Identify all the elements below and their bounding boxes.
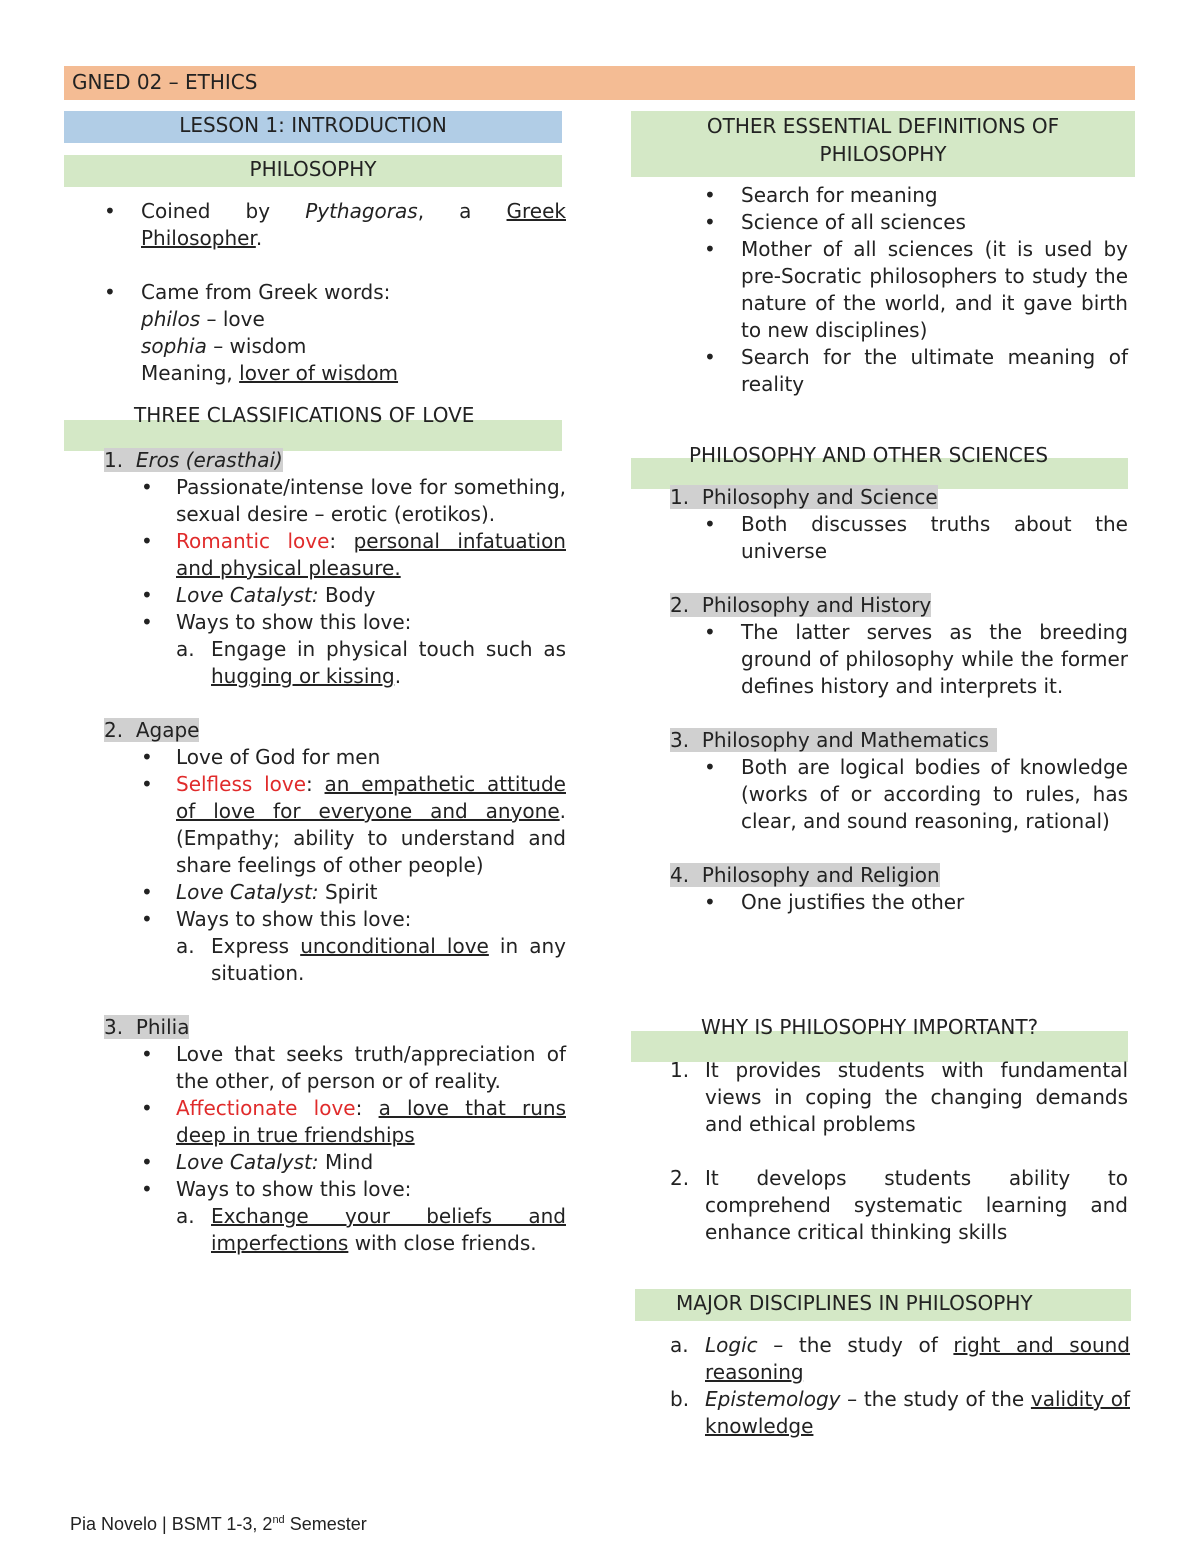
agape-title: Agape [135, 718, 200, 742]
list-item: • Search for meaning [704, 183, 938, 207]
list-item: • Love Catalyst: Mind [141, 1150, 374, 1174]
list-item: a. Engage in physical touch such as hugging or kissing. [176, 637, 566, 688]
list-item: • Selfless love: an empathetic attitude of love for everyone and anyone. (Empathy; ability to understand and share feelings of other people) [141, 772, 566, 877]
bullet-icon: • [141, 1042, 153, 1066]
bullet-icon: • [704, 345, 716, 369]
list-item: • Affectionate love: a love that runs deep in true friendships [141, 1096, 566, 1147]
list-item: • Came from Greek words: philos – love sophia – wisdom Meaning, lover of wisdom [104, 280, 399, 385]
science-item: 2. Philosophy and History • The latter serves as the breeding ground of philosophy while the former defines history and interprets it. [670, 593, 1128, 698]
bullet-icon: • [141, 907, 153, 931]
list-item: • Both discusses truths about the universe [704, 512, 1128, 563]
document-title: GNED 02 – ETHICS [72, 70, 258, 94]
science-item: 3. Philosophy and Mathematics • Both are logical bodies of knowledge (works of or according to rules, has clear, and sound reasoning, rational) [670, 728, 1128, 833]
list-item: a. Express unconditional love in any situation. [176, 934, 567, 985]
list-item: • One justifies the other [704, 890, 965, 914]
bullet-icon: • [141, 583, 153, 607]
list-item: • Romantic love: personal infatuation and physical pleasure. [141, 529, 566, 580]
bullet-icon: • [141, 880, 153, 904]
major-list [670, 1332, 1130, 1440]
bullet-icon: • [141, 745, 153, 769]
list-item: • Both are logical bodies of knowledge (works of or according to rules, has clear, and sound reasoning, rational) [704, 755, 1128, 833]
list-item: • Science of all sciences [704, 210, 966, 234]
why-heading: WHY IS PHILOSOPHY IMPORTANT? [701, 1015, 1039, 1039]
bullet-icon: • [141, 610, 153, 634]
list-item: • Coined by Pythagoras, a Greek Philosopher. [104, 199, 566, 250]
why-list [670, 1057, 1128, 1246]
list-item: 2. It develops students ability to comprehend systematic learning and enhance critical thinking skills [670, 1166, 1128, 1244]
list-item: • Love of God for men [141, 745, 381, 769]
sciences-heading: PHILOSOPHY AND OTHER SCIENCES [689, 443, 1049, 467]
bullet-icon: • [704, 755, 716, 779]
science-item: 1. Philosophy and Science • Both discusses truths about the universe [670, 485, 1128, 563]
bullet-icon: • [104, 199, 116, 223]
list-item: a. Logic – the study of right and sound reasoning [670, 1333, 1131, 1384]
bullet-icon: • [704, 890, 716, 914]
bullet-icon: • [141, 1177, 153, 1201]
list-item: b. Epistemology – the study of the validity of knowledge [670, 1387, 1130, 1438]
bullet-icon: • [141, 475, 153, 499]
philia-title: Philia [135, 1015, 190, 1039]
list-item: • Love Catalyst: Body [141, 583, 376, 607]
bullet-icon: • [141, 1096, 153, 1120]
bullet-icon: • [141, 529, 153, 553]
greek-philosopher-link: Greek Philosopher [141, 199, 566, 250]
list-item: a. Exchange your beliefs and imperfections with close friends. [176, 1204, 566, 1255]
list-item: • Ways to show this love: [141, 907, 412, 931]
science-item: 4. Philosophy and Religion • One justifies the other [670, 862, 1128, 916]
list-item: • Love that seeks truth/appreciation of the other, of person or of reality. [141, 1042, 566, 1093]
eros-section: 1. Eros (erasthai) • Passionate/intense love for something, sexual desire – erotic (erotikos). • Romantic love: personal infatuation and physical pleasure. • Love Catalyst: Body • Ways to show this love: a. Engage in physical touch such as hugging or kissing. [104, 448, 566, 688]
sciences-list [670, 484, 1128, 916]
bullet-icon: • [104, 280, 116, 304]
list-item: • The latter serves as the breeding ground of philosophy while the former defines history and interprets it. [704, 620, 1128, 698]
list-item: • Ways to show this love: [141, 610, 412, 634]
bullet-icon: • [704, 512, 716, 536]
major-heading: MAJOR DISCIPLINES IN PHILOSOPHY [676, 1291, 1033, 1315]
philosophy-notes [104, 198, 566, 387]
list-item: • Ways to show this love: [141, 1177, 412, 1201]
eros-title: Eros (erasthai) [135, 448, 283, 472]
footer: Pia Novelo | BSMT 1-3, 2nd Semester [70, 1514, 367, 1534]
list-item: 1. It provides students with fundamental views in coping the changing demands and ethical problems [670, 1058, 1128, 1136]
definitions-list [704, 182, 1128, 398]
philia-section: 3. Philia • Love that seeks truth/appreciation of the other, of person or of reality. • Affectionate love: a love that runs deep in true friendships • Love Catalyst: Mind • Ways to show this love: a. Exchange your beliefs and imperfections with close friends. [104, 1015, 566, 1255]
other-definitions-heading: OTHER ESSENTIAL DEFINITIONS OF PHILOSOPHY [631, 111, 1135, 177]
bullet-icon: • [704, 210, 716, 234]
list-item: • Passionate/intense love for something, sexual desire – erotic (erotikos). [141, 475, 566, 526]
philosophy-heading: PHILOSOPHY [64, 155, 562, 187]
bullet-icon: • [704, 237, 716, 261]
bullet-icon: • [141, 772, 153, 796]
bullet-icon: • [141, 1150, 153, 1174]
title-bar [64, 66, 1135, 100]
list-item: • Search for the ultimate meaning of reality [704, 345, 1128, 396]
list-item: • Love Catalyst: Spirit [141, 880, 378, 904]
love-heading: THREE CLASSIFICATIONS OF LOVE [134, 403, 475, 427]
love-classifications [104, 447, 566, 1257]
lesson-heading: LESSON 1: INTRODUCTION [64, 111, 562, 143]
list-item: • Mother of all sciences (it is used by pre-Socratic philosophers to study the nature of the world, and it gave birth to new disciplines) [704, 237, 1128, 342]
bullet-icon: • [704, 620, 716, 644]
agape-section: 2. Agape • Love of God for men • Selfless love: an empathetic attitude of love for everyone and anyone. (Empathy; ability to understand and share feelings of other people) • Love Catalyst: Spirit • Ways to show this love: a. Express unconditional love in any situation. [104, 718, 567, 985]
bullet-icon: • [704, 183, 716, 207]
